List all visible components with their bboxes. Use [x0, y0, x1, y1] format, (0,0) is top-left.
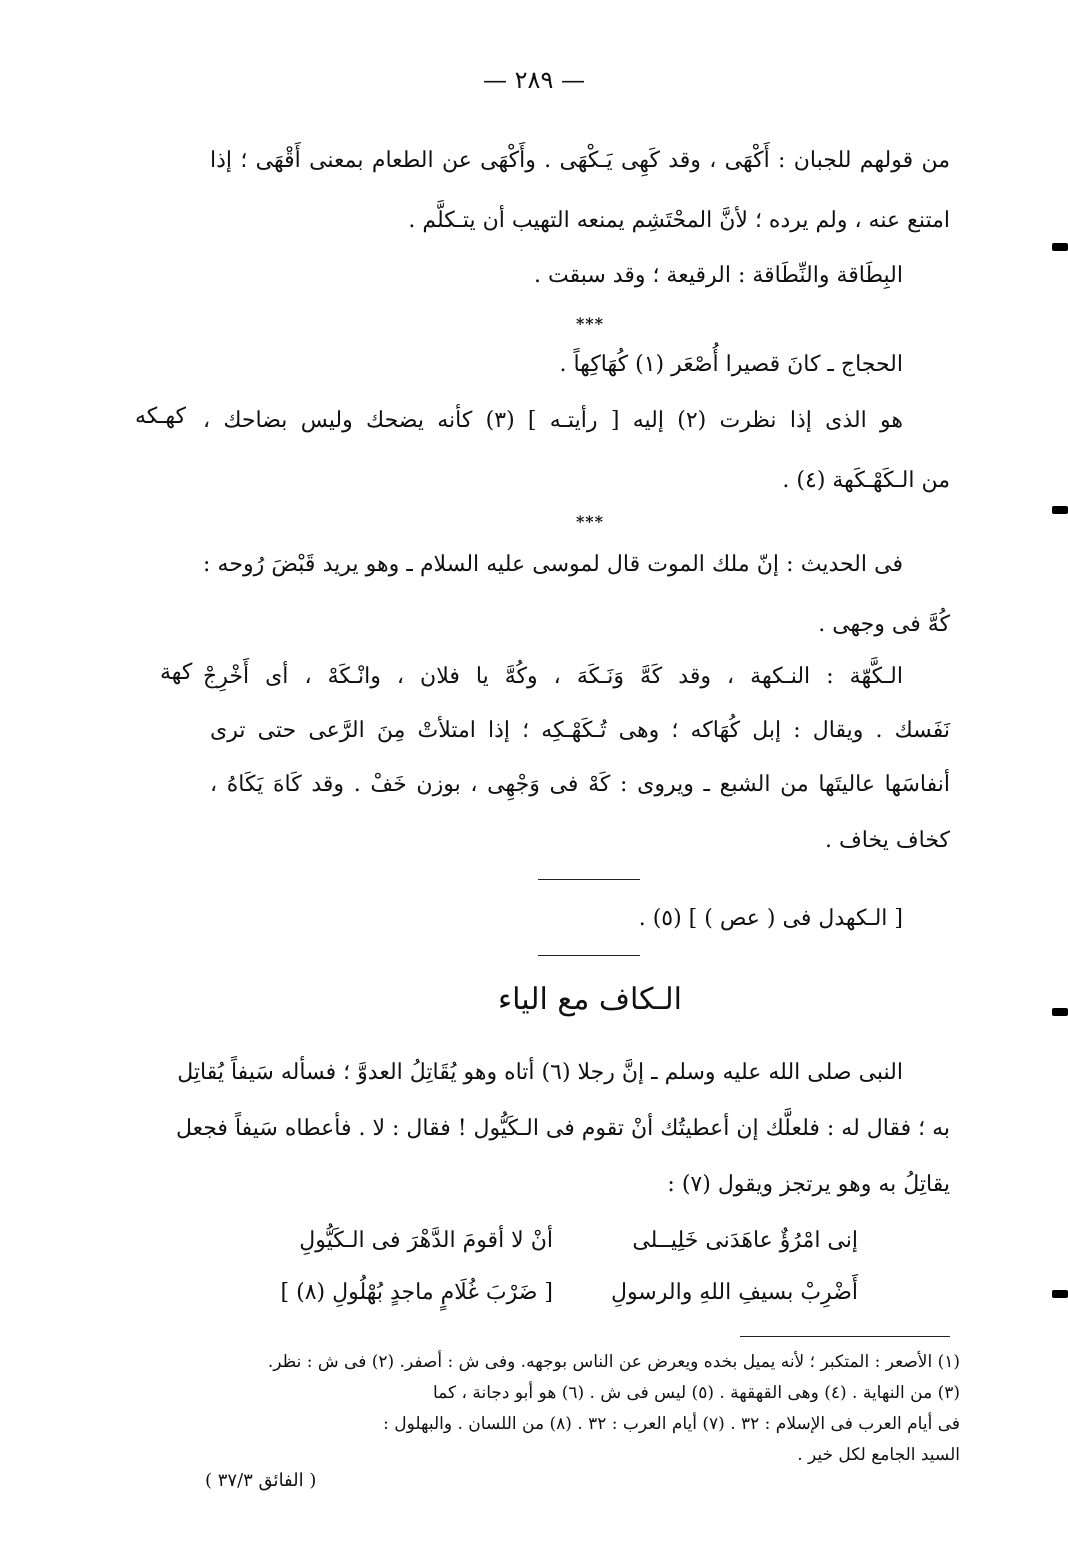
edge-mark	[1052, 1008, 1068, 1016]
page-number: — ٢٨٩ —	[483, 66, 585, 94]
verse-second-hemistich: [ ضَرْبَ غُلَامٍ ماجدٍ بُهْلُولِ (٨) ]	[280, 1280, 553, 1305]
footnote-line: (١) الأصعر : المتكبر ؛ لأنه يميل بخده ويعرض عن الناس بوجهه. وفى ش : أصفر. (٢) فى ش : نظر.	[267, 1352, 960, 1372]
verse-first-hemistich: أَضْرِبْ بسيفِ اللهِ والرسولِ	[610, 1280, 858, 1305]
text-line: هو الذى إذا نظرت (٢) إليه [ رأيتـه ] (٣) كأنه يضحك وليس بضاحك ،	[203, 408, 903, 433]
margin-root-word: كهة	[160, 660, 193, 685]
text-line: الـكَّهّة : النـكهة ، وقد كَهَّ وَنَـكَهَ ، وكُهَّ يا فلان ، وانْـكَهْ ، أى أَخْرِجْ	[203, 664, 903, 689]
entry-headword-line: الحجاج ـ كانَ قصيرا أُصْعَر (١) كُهَاكِهاً .	[559, 352, 903, 377]
verse-first-hemistich: إنى امْرُؤٌ عاهَدَنى خَلِيــلى	[632, 1228, 858, 1253]
entry-headword-line: فى الحديث : إنّ ملك الموت قال لموسى عليه السلام ـ وهو يريد قَبْضَ رُوحه :	[203, 552, 903, 577]
edge-mark	[1052, 243, 1068, 251]
chapter-heading: الـكاف مع الياء	[498, 982, 682, 1017]
margin-root-word: كهـكه	[135, 404, 187, 429]
footnote-line: (٣) من النهاية . (٤) وهى القهقهة . (٥) ليس فى ش . (٦) هو أبو دجانة ، كما	[433, 1383, 960, 1403]
text-line: يقاتِلُ به وهو يرتجز ويقول (٧) :	[667, 1172, 950, 1197]
text-line: أنفاسَها عاليتَها من الشبع ـ ويروى : كَهْ فى وَجْهِى ، بوزن خَفْ . وقد كَاهَ يَكَاهُ ،	[210, 772, 950, 797]
entry-headword-line: النبى صلى الله عليه وسلم ـ إنَّ رجلا (٦) أتاه وهو يُقَاتِلُ العدوَّ ؛ فسأله سَيفاً يُقاتِل	[177, 1060, 903, 1085]
text-line: نَفَسك . ويقال : إبل كُهَاكه ؛ وهى تُـكَهْـكِه ؛ إذا امتلأتْ مِنَ الرَّعى حتى ترى	[210, 718, 950, 743]
text-line: به ؛ فقال له : فلعلَّك إن أعطيتُك أنْ تقوم فى الـكَيُّول ! فقال : لا . فأعطاه سَيفاً فجعل	[175, 1116, 950, 1141]
source-reference: ( الفائق ٣٧/٣ )	[205, 1470, 317, 1491]
short-divider	[538, 955, 640, 956]
section-separator: ***	[575, 512, 605, 531]
text-line: البِطَاقة والنِّطَاقة : الرقيعة ؛ وقد سبقت .	[533, 263, 903, 288]
text-line: من قولهم للجبان : أَكْهَى ، وقد كَهِى يَـكْهَى . وأَكْهَى عن الطعام بمعنى أَقْهَى ؛ إذا	[210, 148, 950, 173]
footnote-line: السيد الجامع لكل خير .	[797, 1445, 960, 1465]
text-line: كُهَّ فى وجهى .	[818, 612, 950, 637]
text-line: امتنع عنه ، ولم يرده ؛ لأنَّ المحْتَشِم يمنعه التهيب أن يتـكلَّم .	[408, 208, 950, 233]
edge-mark	[1052, 1290, 1068, 1298]
cross-reference-line: [ الـكهدل فى ( عص ) ] (٥) .	[638, 906, 903, 931]
edge-mark	[1052, 506, 1068, 514]
footnote-line: فى أيام العرب فى الإسلام : ٣٢ . (٧) أيام العرب : ٣٢ . (٨) من اللسان . والبهلول :	[383, 1414, 960, 1434]
short-divider	[538, 879, 640, 880]
text-line: من الـكَهْـكَهة (٤) .	[782, 468, 950, 493]
text-line: كخاف يخاف .	[825, 828, 950, 853]
section-separator: ***	[575, 314, 605, 333]
verse-second-hemistich: أنْ لا أقومَ الدَّهْرَ فى الـكَيُّولِ	[299, 1228, 553, 1253]
footnote-rule	[740, 1336, 950, 1337]
